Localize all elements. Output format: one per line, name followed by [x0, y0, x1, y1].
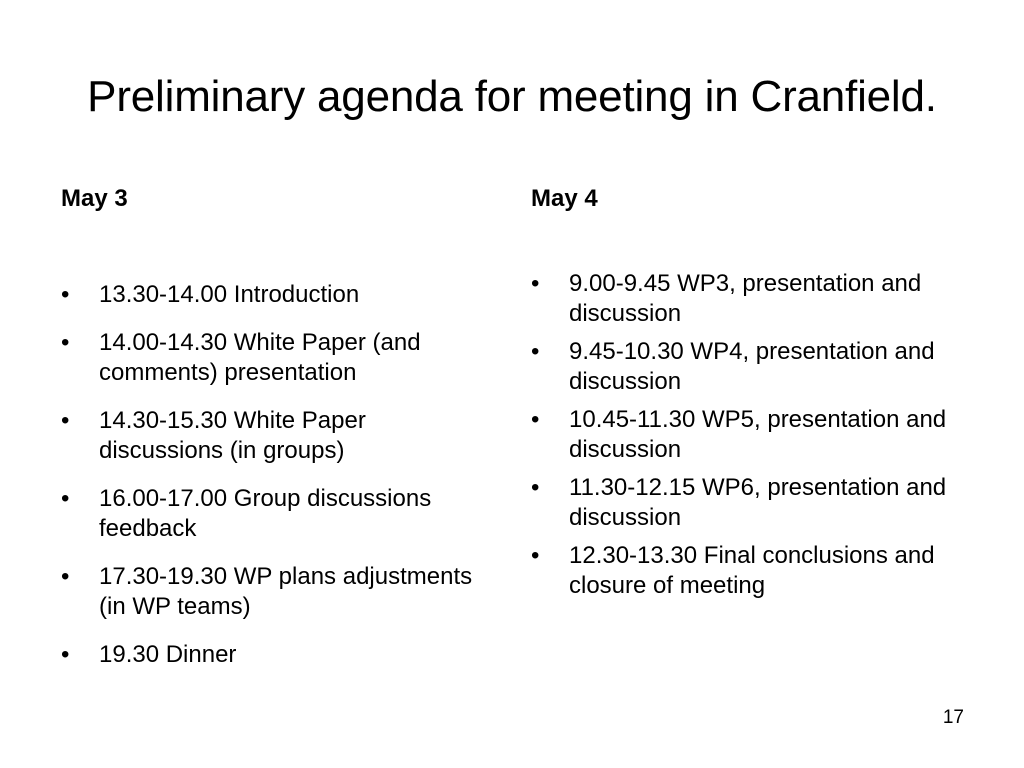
agenda-item	[531, 473, 981, 533]
agenda-item	[61, 562, 491, 622]
bullet-icon: •	[531, 542, 540, 569]
bullet-icon: •	[531, 474, 540, 501]
agenda-item-text: 9.00-9.45 WP3, presentation and discussion	[569, 270, 922, 327]
agenda-item-text: 13.30-14.00 Introduction	[99, 281, 360, 308]
agenda-item-text: 14.00-14.30 White Paper (and comments) presentation	[99, 329, 421, 386]
bullet-icon: •	[61, 641, 70, 668]
bullet-icon: •	[531, 406, 540, 433]
slide-title: Preliminary agenda for meeting in Cranfield.	[87, 72, 937, 121]
agenda-item-text: 11.30-12.15 WP6, presentation and discussion	[569, 474, 947, 531]
agenda-item-text: 19.30 Dinner	[99, 641, 237, 668]
agenda-item	[61, 280, 491, 310]
agenda-item	[61, 328, 491, 388]
agenda-item-text: 17.30-19.30 WP plans adjustments (in WP teams)	[99, 563, 473, 620]
agenda-item	[61, 484, 491, 544]
column-heading-may-4: May 4	[531, 185, 598, 212]
agenda-item-text: 9.45-10.30 WP4, presentation and discussion	[569, 338, 935, 395]
bullet-icon: •	[61, 407, 70, 434]
agenda-item	[61, 640, 491, 670]
agenda-item-text: 12.30-13.30 Final conclusions and closure of meeting	[569, 542, 935, 599]
agenda-list-may-4	[531, 269, 981, 609]
agenda-item	[531, 405, 981, 465]
bullet-icon: •	[531, 338, 540, 365]
agenda-item	[531, 541, 981, 601]
agenda-item-text: 16.00-17.00 Group discussions feedback	[99, 485, 432, 542]
agenda-item-text: 14.30-15.30 White Paper discussions (in groups)	[99, 407, 366, 464]
page-number: 17	[942, 707, 964, 728]
bullet-icon: •	[61, 329, 70, 356]
bullet-icon: •	[61, 485, 70, 512]
agenda-item	[531, 337, 981, 397]
agenda-item-text: 10.45-11.30 WP5, presentation and discussion	[569, 406, 947, 463]
agenda-item	[531, 269, 981, 329]
bullet-icon: •	[61, 281, 70, 308]
column-heading-may-3: May 3	[61, 185, 128, 212]
bullet-icon: •	[61, 563, 70, 590]
agenda-item	[61, 406, 491, 466]
agenda-list-may-3	[61, 280, 491, 688]
bullet-icon: •	[531, 270, 540, 297]
